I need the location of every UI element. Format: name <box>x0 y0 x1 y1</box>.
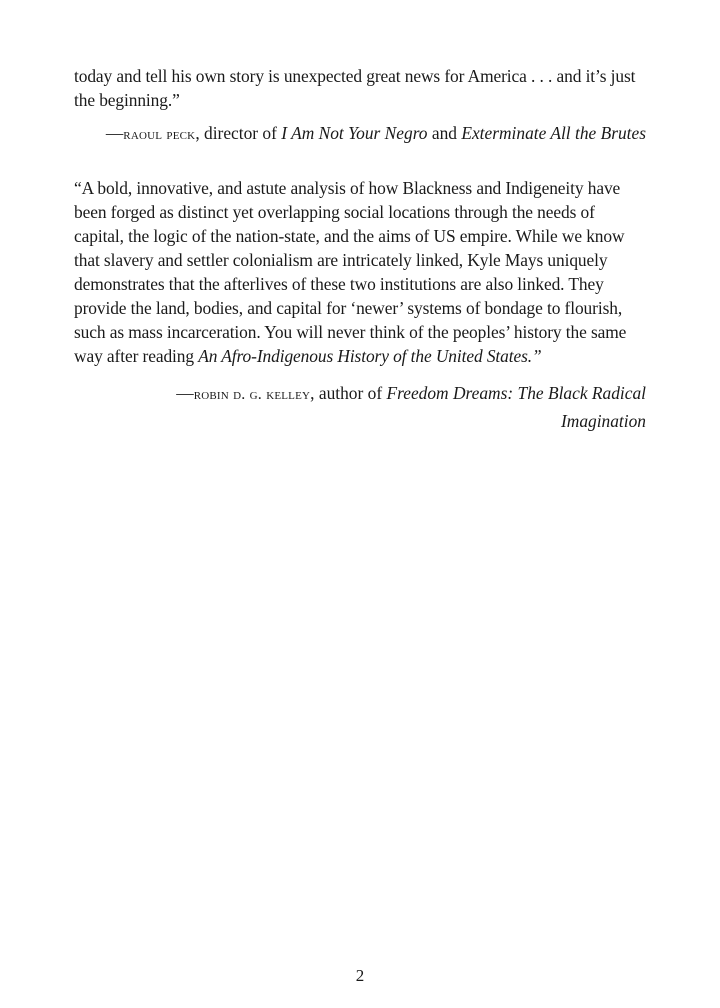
page-content <box>74 64 646 435</box>
attribution-dash: — <box>176 383 194 403</box>
blurb-quote <box>74 176 646 368</box>
blurb-attribution <box>74 380 646 435</box>
attribution-work-title: Exterminate All the Brutes <box>461 123 646 143</box>
attribution-role: , director of <box>195 123 282 143</box>
attribution-role: , author of <box>310 383 387 403</box>
attribution-work-title: I Am Not Your Negro <box>281 123 428 143</box>
blurb-quote-continued <box>74 64 646 112</box>
attribution-author: raoul peck <box>123 126 196 143</box>
blurb-quote-text: “A bold, innovative, and astute analysis of how Blackness and Indigeneity have been forged as distinct yet overlapping social locations through the needs of capital, the logic of the nation-state, and the aims of US empire. While we know that slavery and settler colonialism are intricately linked, Kyle Mays uniquely demonstrates that the afterlives of these two institutions are also linked. They provide the land, bodies, and capital for ‘newer’ systems of bondage to flourish, such as mass incarceration. You will never think of the peoples’ history the same way after reading <box>74 178 627 366</box>
blurb-attribution <box>74 120 646 148</box>
attribution-joiner: and <box>427 123 462 143</box>
attribution-dash: — <box>105 123 124 143</box>
blurb-quote-text: today and tell his own story is unexpected great news for America . . . and it’s just the beginning.” <box>74 66 636 110</box>
attribution-author: robin d. g. kelley <box>193 386 311 403</box>
page-number: 2 <box>355 966 365 985</box>
blurb-quote-book-title: An Afro-Indigenous History of the United States.” <box>198 346 542 366</box>
attribution-work-title: Freedom Dreams: The Black Radical Imagination <box>386 383 646 431</box>
